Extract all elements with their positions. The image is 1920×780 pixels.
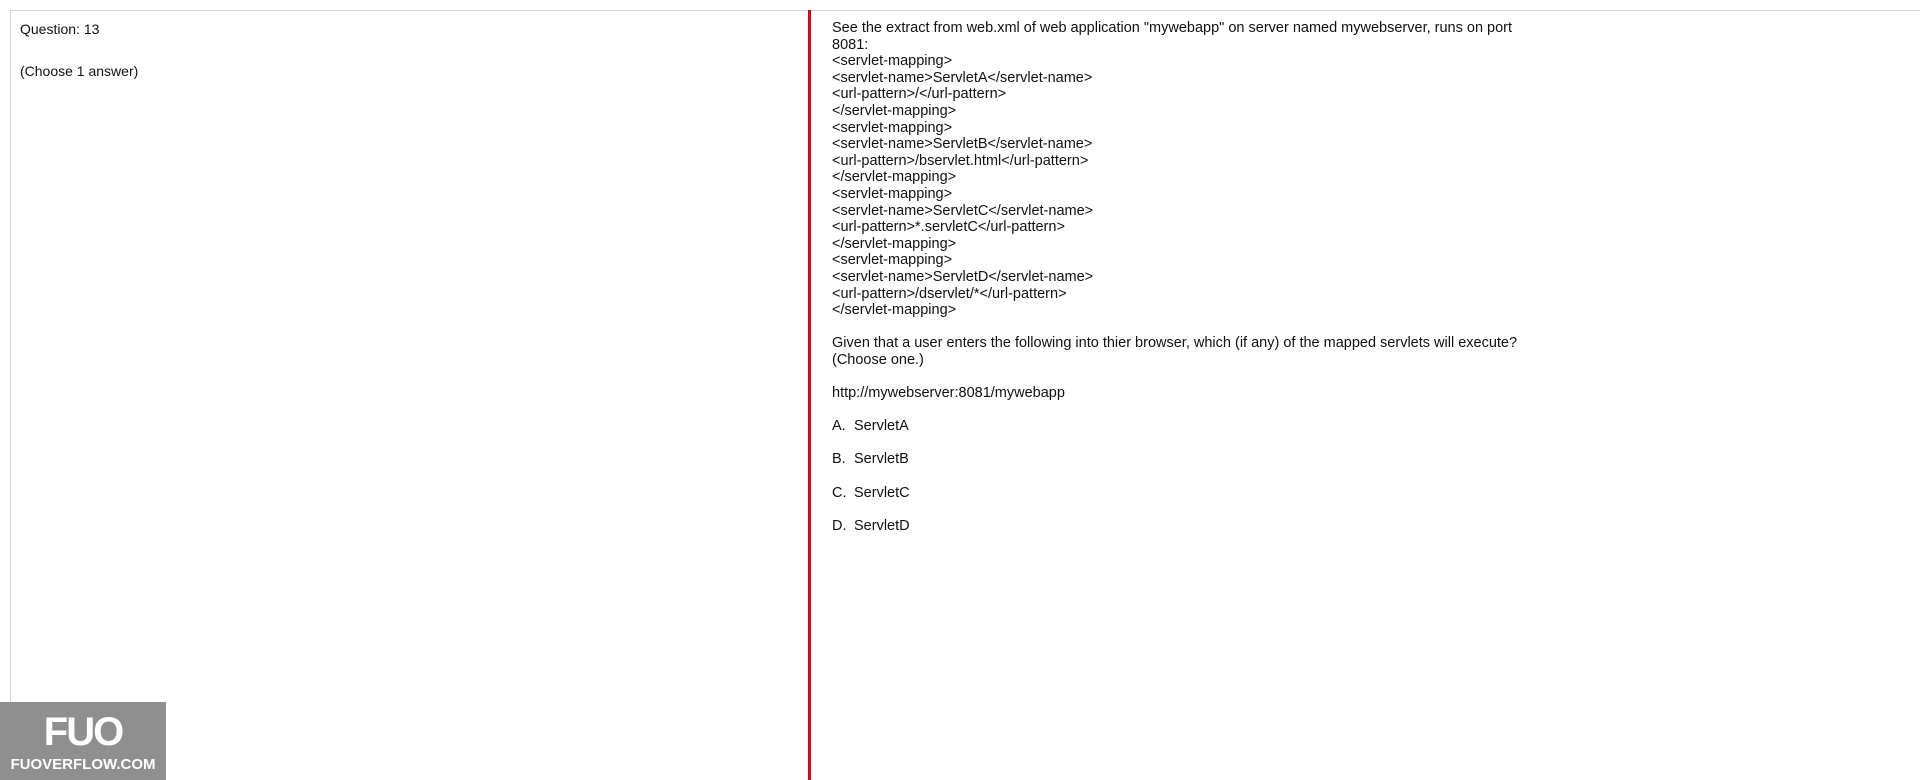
option-text: ServletC — [854, 484, 910, 501]
prompt-line: Given that a user enters the following into thier browser, which (if any) of the mapped servlets will execute? — [832, 335, 1518, 352]
spacer — [832, 319, 1552, 336]
watermark-mark: FUO — [43, 710, 123, 754]
xml-line: <servlet-name>ServletB</servlet-name> — [832, 136, 1093, 153]
option-letter: A. — [832, 418, 846, 435]
answer-instruction: (Choose 1 answer) — [20, 63, 139, 79]
question-body — [832, 20, 1552, 534]
xml-line: <servlet-mapping> — [832, 53, 953, 70]
xml-line: </servlet-mapping> — [832, 102, 957, 119]
spacer — [832, 368, 1552, 385]
prompt-line: (Choose one.) — [832, 351, 924, 368]
xml-line: <servlet-mapping> — [832, 119, 953, 136]
intro-line: See the extract from web.xml of web application "mywebapp" on server named mywebserver, runs on port — [832, 20, 1513, 36]
spacer — [832, 501, 1552, 518]
spacer — [832, 435, 1552, 452]
question-number: Question: 13 — [20, 21, 100, 37]
option-letter: B. — [832, 451, 846, 468]
intro-line: 8081: — [832, 36, 869, 53]
question-content-panel — [811, 10, 1920, 780]
answer-option-b[interactable] — [832, 451, 1552, 468]
question-meta-panel — [10, 10, 808, 780]
xml-line: <servlet-name>ServletC</servlet-name> — [832, 202, 1094, 219]
watermark-text: FUOVERFLOW.COM — [10, 756, 156, 773]
xml-line: <servlet-name>ServletA</servlet-name> — [832, 69, 1093, 86]
xml-line: </servlet-mapping> — [832, 235, 957, 252]
answer-option-c[interactable] — [832, 485, 1552, 502]
xml-line: <url-pattern>*.servletC</url-pattern> — [832, 219, 1065, 236]
option-letter: C. — [832, 484, 847, 501]
answer-option-a[interactable] — [832, 418, 1552, 435]
xml-line: <url-pattern>/dservlet/*</url-pattern> — [832, 285, 1067, 302]
question-url: http://mywebserver:8081/mywebapp — [832, 385, 1065, 402]
option-letter: D. — [832, 517, 847, 534]
xml-line: </servlet-mapping> — [832, 302, 957, 319]
answer-option-d[interactable] — [832, 518, 1552, 535]
xml-line: <url-pattern>/bservlet.html</url-pattern> — [832, 152, 1089, 169]
watermark-logo — [0, 702, 166, 780]
xml-line: <servlet-mapping> — [832, 252, 953, 269]
option-text: ServletD — [854, 517, 910, 534]
xml-line: <url-pattern>/</url-pattern> — [832, 86, 1007, 103]
option-text: ServletA — [854, 418, 909, 435]
xml-line: </servlet-mapping> — [832, 169, 957, 186]
xml-line: <servlet-mapping> — [832, 185, 953, 202]
option-text: ServletB — [854, 451, 909, 468]
xml-line: <servlet-name>ServletD</servlet-name> — [832, 268, 1094, 285]
spacer — [832, 402, 1552, 419]
spacer — [832, 468, 1552, 485]
